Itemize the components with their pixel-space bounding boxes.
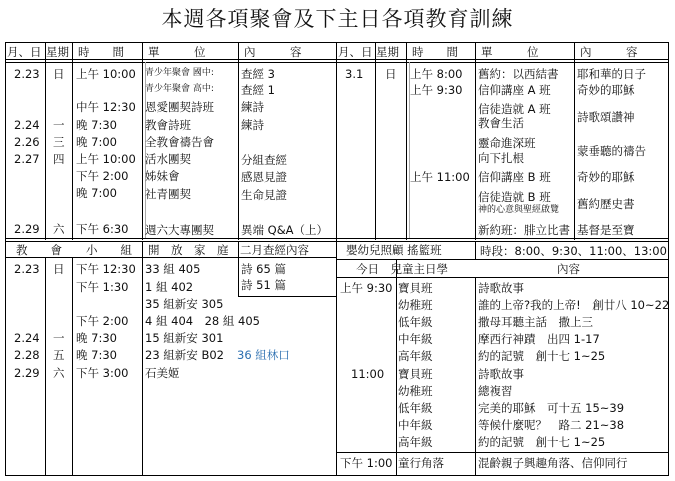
page-title: 本週各項聚會及下主日各項教育訓練 [161,7,514,31]
header-church: 教 會 [16,243,62,257]
table-row-home-extra: 36 組林口 [237,348,290,362]
header-content-2: 內 容 [580,45,638,59]
table-row-time: 下午 1:00 [340,456,393,470]
table-row-content: 生命見證 [241,188,287,202]
header-open-home: 開 放 家 庭 [148,243,229,257]
table-row-unit: 信仰講座 A 班 [478,83,551,97]
header-date: 月、日 [7,45,42,59]
table-row-class: 中年級 [398,418,433,432]
table-row-weekday: 六 [53,366,65,380]
table-row-class: 童行角落 [398,456,444,470]
header-unit: 單 位 [148,45,206,59]
table-row-time: 下午 12:30 [76,262,136,276]
infant-care-times: 時段：8:00、9:30、11:00、13:00 [480,244,667,258]
table-row-unit: 舊約：以西結書 [478,67,559,81]
table-row-time: 上午 10:00 [76,67,136,81]
table-row-time: 下午 2:00 [76,169,129,183]
header-sunday-content: 內容 [557,262,580,276]
table-row-unit: 新約班：腓立比書 [478,223,570,237]
table-row-content: 詩歌故事 [478,281,524,295]
table-row-unit: 信徒造就 A 班 [478,102,551,116]
table-row-date: 2.27 [14,152,40,166]
table-row-content: 約的記號 創十七 1~25 [478,349,606,363]
header-date-2: 月、日 [338,45,373,59]
table-row-unit: 向下扎根 [478,151,524,165]
table-row-unit: 青少年聚會 國中: [145,68,214,78]
table-row-time: 晚 7:30 [76,118,117,132]
table-row-content: 奇妙的耶穌 [577,83,635,97]
table-row-time: 上午 9:30 [410,83,463,97]
table-row-content: 誰的上帝?我的上帝! 創廿八 10~22 [478,298,670,312]
table-row-home: 石美姬 [145,366,180,380]
table-row-time: 上午 8:00 [410,67,463,81]
table-row-content: 完美的耶穌 可十五 15~39 [478,401,625,415]
table-row-class: 高年級 [398,435,433,449]
table-row-home: 4 組 404 28 組 405 [145,314,260,328]
table-row-class: 寶貝班 [398,281,433,295]
table-row-unit: 社青團契 [145,187,191,201]
header-sunday-school: 今日 兒童主日學 [356,262,448,276]
table-row-time: 上午 10:00 [76,152,136,166]
table-row-date: 2.26 [14,135,40,149]
table-row-content: 感恩見證 [241,170,287,184]
header-weekday-2: 星期 [376,45,399,59]
table-row-unit: 青少年聚會 高中: [145,84,214,94]
table-row-time: 晚 7:00 [76,135,117,149]
table-row-date: 2.28 [14,348,40,362]
table-row-content: 基督是至寶 [577,223,635,237]
table-row-time: 下午 2:00 [76,314,129,328]
table-row-unit: 全教會禱告會 [145,135,214,149]
table-row-time: 上午 9:30 [340,281,393,295]
table-row-content: 撒母耳聽主話 撒上三 [478,315,593,329]
table-row-content: 查經 1 [241,83,275,97]
table-row-unit: 恩愛團契詩班 [145,100,214,114]
table-row-weekday: 一 [53,331,65,345]
table-row-date: 2.29 [14,366,40,380]
table-row-content: 查經 3 [241,67,275,81]
table-row-unit: 姊妹會 [145,169,180,183]
table-row-content: 練詩 [241,100,264,114]
table-row-class: 中年級 [398,332,433,346]
table-row-time: 晚 7:00 [76,186,117,200]
table-row-class: 高年級 [398,349,433,363]
table-row-content: 蒙垂聽的禱告 [577,144,646,158]
table-row-content: 混齡親子興趣角落、信仰同行 [478,456,628,470]
table-row-date: 2.24 [14,118,40,132]
header-time-2: 時 間 [412,45,458,59]
table-row-unit: 信仰講座 B 班 [478,170,551,184]
header-time: 時 間 [78,45,124,59]
table-row-unit: 信徒造就 B 班 [478,190,551,204]
table-row-time: 下午 3:00 [76,366,129,380]
table-row-weekday: 六 [53,222,65,236]
header-divider [5,59,669,63]
table-row-date: 2.23 [14,67,40,81]
table-row-content: 詩歌頌讚神 [577,110,635,124]
table-row-content: 等候什麼呢？ 路二 21~38 [478,418,625,432]
table-row-unit: 教會生活 [478,116,524,130]
table-row-class: 幼稚班 [398,298,433,312]
table-row-content: 總複習 [478,384,513,398]
table-row-unit: 教會詩班 [145,118,191,132]
table-row-weekday: 日 [53,262,65,276]
table-row-content: 練詩 [241,118,264,132]
table-row-time: 晚 7:30 [76,348,117,362]
table-row-time: 11:00 [351,367,385,381]
table-row-date: 3.1 [345,67,364,81]
header-small-group: 小 組 [86,243,132,257]
table-row-weekday: 日 [53,67,65,81]
table-row-class: 低年級 [398,401,433,415]
table-row-content: 舊約歷史書 [577,197,635,211]
table-row-unit: 週六大專團契 [145,223,214,237]
table-row-time: 晚 7:30 [76,331,117,345]
table-row-content: 奇妙的耶穌 [577,170,635,184]
table-row-date: 2.23 [14,262,40,276]
table-row-weekday: 日 [385,67,397,81]
feb-study-item: 詩 65 篇 [241,262,286,276]
table-row-content: 異端 Q&A（上） [241,223,329,237]
table-row-home: 23 組新安 B02 [145,348,224,362]
header-weekday: 星期 [46,45,69,59]
table-row-home: 15 組新安 301 [145,331,224,345]
table-row-content: 分組查經 [241,153,287,167]
table-row-home: 1 組 402 [145,280,194,294]
table-row-date: 2.29 [14,222,40,236]
table-row-unit: 神的心意與聖經啟覽 [478,205,560,215]
table-row-unit: 靈命進深班 [478,136,536,150]
table-row-time: 下午 6:30 [76,222,129,236]
table-row-content: 詩歌故事 [478,367,524,381]
infant-care-title: 嬰幼兒照顧 搖籃班 [346,243,442,257]
table-row-weekday: 一 [53,118,65,132]
table-row-content: 耶和華的日子 [577,67,646,81]
header-content: 內 容 [244,45,302,59]
table-row-time: 下午 1:30 [76,280,129,294]
table-row-weekday: 四 [53,152,65,166]
section-divider [5,238,669,242]
table-row-class: 幼稚班 [398,384,433,398]
header-unit-2: 單 位 [481,45,539,59]
table-row-home: 35 組新安 305 [145,297,224,311]
table-row-time: 上午 11:00 [410,170,470,184]
table-row-class: 寶貝班 [398,367,433,381]
table-row-content: 約的記號 創十七 1~25 [478,435,606,449]
header-feb-study: 二月查經內容 [240,243,309,257]
table-row-class: 低年級 [398,315,433,329]
table-row-time: 中午 12:30 [76,100,136,114]
table-row-home: 33 組 405 [145,262,201,276]
table-row-weekday: 五 [53,348,65,362]
feb-study-item: 詩 51 篇 [241,278,286,292]
table-row-content: 摩西行神蹟 出四 1-17 [478,332,600,346]
table-row-date: 2.24 [14,331,40,345]
table-row-weekday: 三 [53,135,65,149]
table-row-unit: 活水團契 [145,152,191,166]
